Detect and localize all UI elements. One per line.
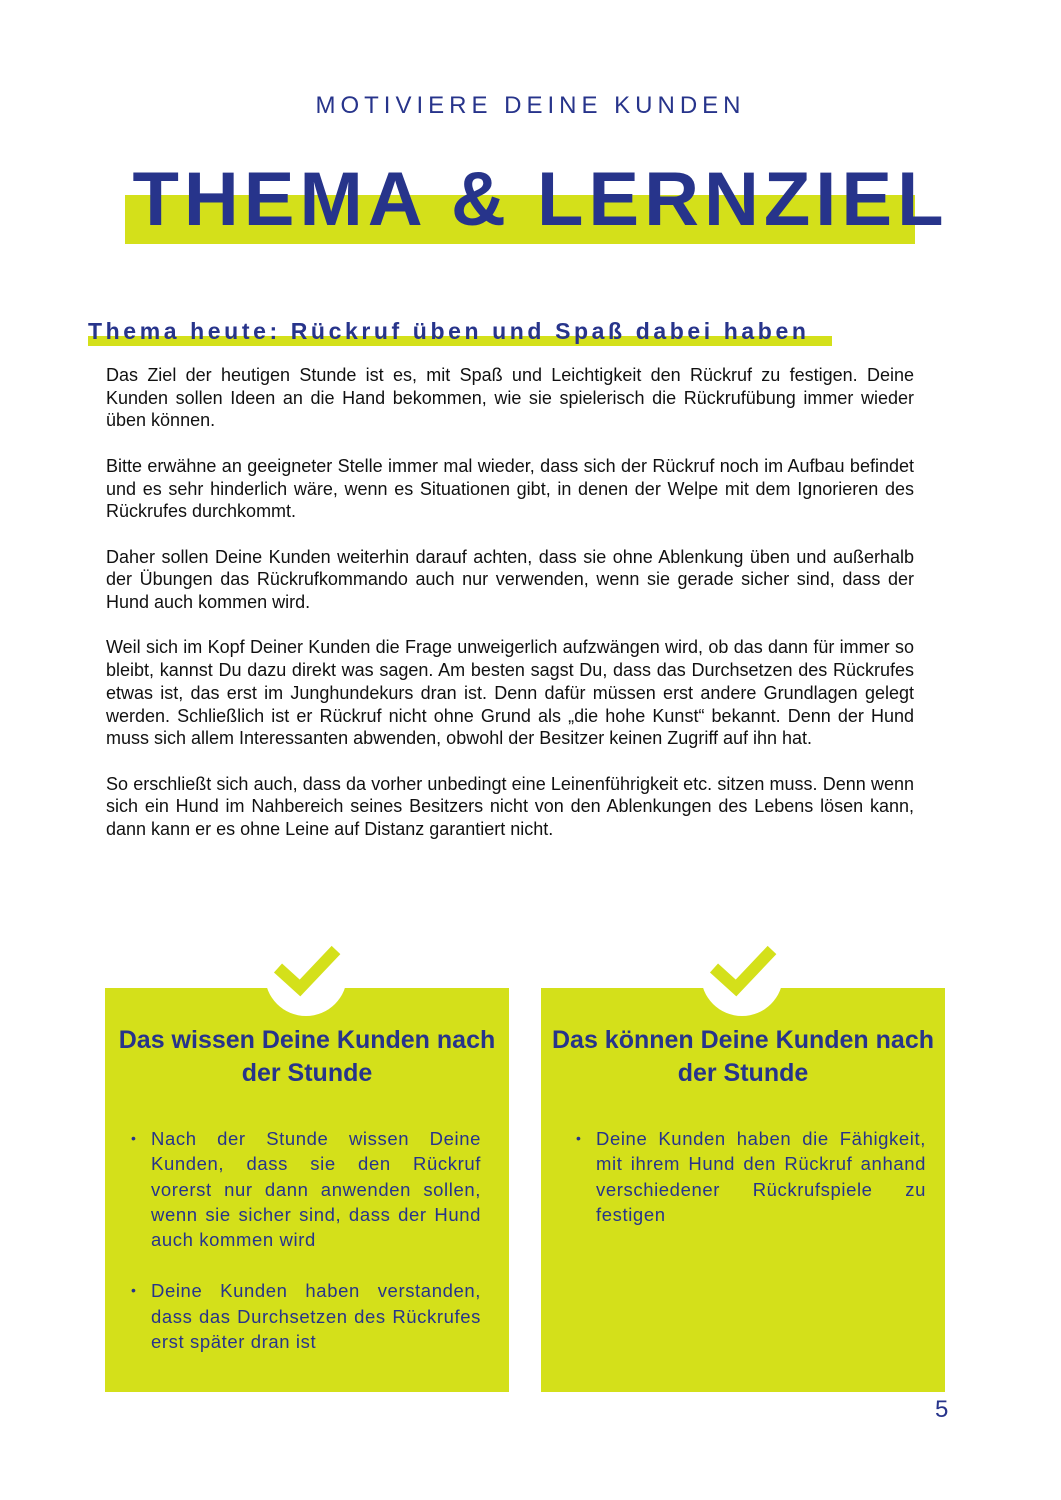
kicker: MOTIVIERE DEINE KUNDEN	[315, 92, 746, 119]
body-text	[106, 364, 914, 863]
paragraph: Das Ziel der heutigen Stunde ist es, mit Spaß und Leichtigkeit den Rückruf zu festigen. Deine Kunden sollen Ideen an die Hand bekommen, wie sie spielerisch die Rückrufübung immer wieder üben können.	[106, 365, 914, 431]
knowledge-box	[105, 988, 509, 1392]
box-heading: Das können Deine Kunden nach der Stunde	[551, 1026, 934, 1087]
box-list	[596, 1126, 926, 1253]
paragraph: Daher sollen Deine Kunden weiterhin darauf achten, dass sie ohne Ablenkung üben und außerhalb der Übungen das Rückrufkommando auch nur verwenden, wenn sie gerade sicher sind, dass der Hund auch kommen wird.	[106, 546, 914, 612]
box-list	[151, 1126, 481, 1380]
paragraph: So erschließt sich auch, dass da vorher unbedingt eine Leinenführigkeit etc. sitzen muss. Denn wenn sich ein Hund im Nahbereich seines Besitzers nicht von den Ablenkungen des Lebens lösen kann, dann kann er es ohne Leine auf Distanz garantiert nicht.	[106, 773, 914, 839]
page-title: THEMA & LERNZIEL	[132, 157, 949, 242]
skills-box	[541, 988, 945, 1392]
page-number: 5	[935, 1396, 949, 1423]
checkmark-icon	[706, 940, 778, 1000]
paragraph: Weil sich im Kopf Deiner Kunden die Frage unweigerlich aufzwängen wird, ob das dann für immer so bleibt, kannst Du dazu direkt was sagen. Am besten sagst Du, dass das Durchsetzen des Rückrufes etwas ist, das erst im Junghundekurs dran ist. Denn dafür müssen erst andere Grundlagen gelegt werden. Schließlich ist er Rückruf nicht ohne Grund als „die hohe Kunst“ bekannt. Denn der Hund muss sich allem Interessanten abwenden, obwohl der Besitzer keinen Zugriff auf ihn hat.	[106, 637, 914, 749]
list-item: • Nach der Stunde wissen Deine Kunden, dass sie den Rückruf vorerst nur dann anwenden sollen, wenn sie sicher sind, dass der Hund auch kommen wird	[151, 1126, 481, 1252]
box-heading: Das wissen Deine Kunden nach der Stunde	[118, 1026, 496, 1087]
list-item: • Deine Kunden haben verstanden, dass das Durchsetzen des Rückrufes erst später dran ist	[151, 1278, 481, 1354]
list-item: • Deine Kunden haben die Fähigkeit, mit ihrem Hund den Rückruf anhand verschiedener Rückrufspiele zu festigen	[596, 1126, 926, 1227]
paragraph: Bitte erwähne an geeigneter Stelle immer mal wieder, dass sich der Rückruf noch im Aufbau befindet und es sehr hinderlich wäre, wenn es Situationen gibt, in denen der Welpe mit dem Ignorieren des Rückrufes durchkommt.	[106, 455, 914, 522]
topic-heading: Thema heute: Rückruf üben und Spaß dabei haben	[88, 318, 810, 344]
checkmark-icon	[270, 940, 342, 1000]
